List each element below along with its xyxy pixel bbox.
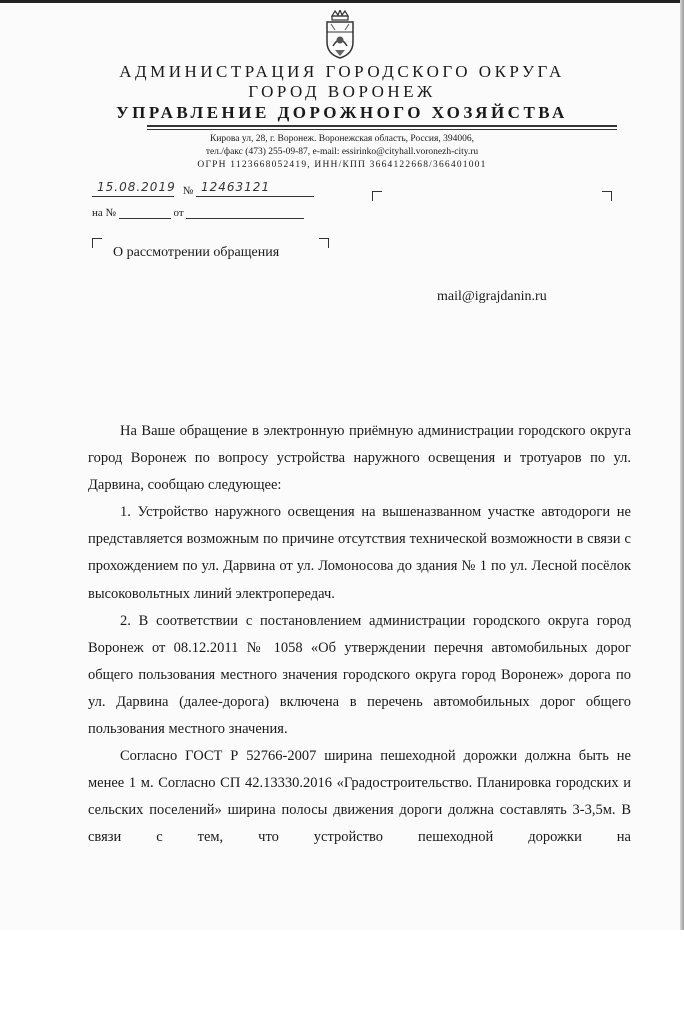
header-rule-bottom — [147, 129, 617, 130]
ot-label: от — [173, 207, 184, 219]
letter-subject: О рассмотрении обращения — [113, 245, 280, 260]
number-label: № — [182, 185, 194, 197]
subject-corner-right — [319, 238, 329, 248]
incoming-reference — [92, 206, 304, 219]
paragraph-road-list: 2. В соответствии с постановлением администрации городского округа город Воронеж от 08.12.2011 № 1058 «Об утверждении перечня автомобильных дорог общего пользования местного значения городского округа город Воронеж» дорога по ул. Дарвина (далее-дорога) включена в перечень автомобильных дорог общего пользования местного значения. — [88, 612, 631, 738]
ogrn-line: ОГРН 1123668052419, ИНН/КПП 3664122668/366401001 — [197, 160, 487, 170]
paragraph-gost: Согласно ГОСТ Р 52766-2007 ширина пешеходной дорожки должна быть не менее 1 м. Согласно СП 42.13330.2016 «Градостроительство. Планировка городских и сельских поселений» ширина полосы движения дороги должна составлять 3-3,5м. В связи с тем, что устройство пешеходной дорожки на — [88, 748, 631, 846]
contacts-line: тел./факс (473) 255-09-87, e-mail: essirinko@cityhall.voronezh-city.ru — [205, 147, 479, 157]
blank-background — [0, 930, 684, 1024]
recipient-email: mail@igrajdanin.ru — [437, 289, 547, 304]
na-label: на № — [92, 207, 117, 219]
address-block-corner-right — [602, 191, 612, 201]
org-title-line-1: АДМИНИСТРАЦИЯ ГОРОДСКОГО ОКРУГА — [119, 62, 565, 81]
scan-top-edge — [0, 0, 684, 3]
subject-corner-left — [92, 238, 102, 248]
address-block-corner-left — [372, 191, 382, 201]
paragraph-lighting: 1. Устройство наружного освещения на вышеназванном участке автодороги не представляется возможным по причине отсутствия технической возможности в связи с прохождением по ул. Дарвина от ул. Ломоносова до здания № 1 по ул. Лесной посёлок высоковольтных линий электропередач. — [88, 504, 631, 602]
handwritten-date: 15.08.2019 — [97, 180, 176, 194]
header-rule-top — [147, 125, 617, 127]
city-coat-of-arms-icon — [323, 10, 357, 60]
handwritten-number: 12463121 — [201, 180, 271, 194]
org-title-line-2: ГОРОД ВОРОНЕЖ — [248, 82, 436, 101]
department-title: УПРАВЛЕНИЕ ДОРОЖНОГО ХОЗЯЙСТВА — [116, 103, 568, 122]
paragraph-intro: На Ваше обращение в электронную приёмную администрации городского округа город Воронеж по вопросу устройства наружного освещения и тротуаров по ул. Дарвина, сообщаю следующее: — [88, 423, 631, 494]
address-line: Кирова ул, 28, г. Воронеж. Воронежская область, Россия, 394006, — [210, 134, 474, 144]
letter-body — [88, 418, 631, 852]
